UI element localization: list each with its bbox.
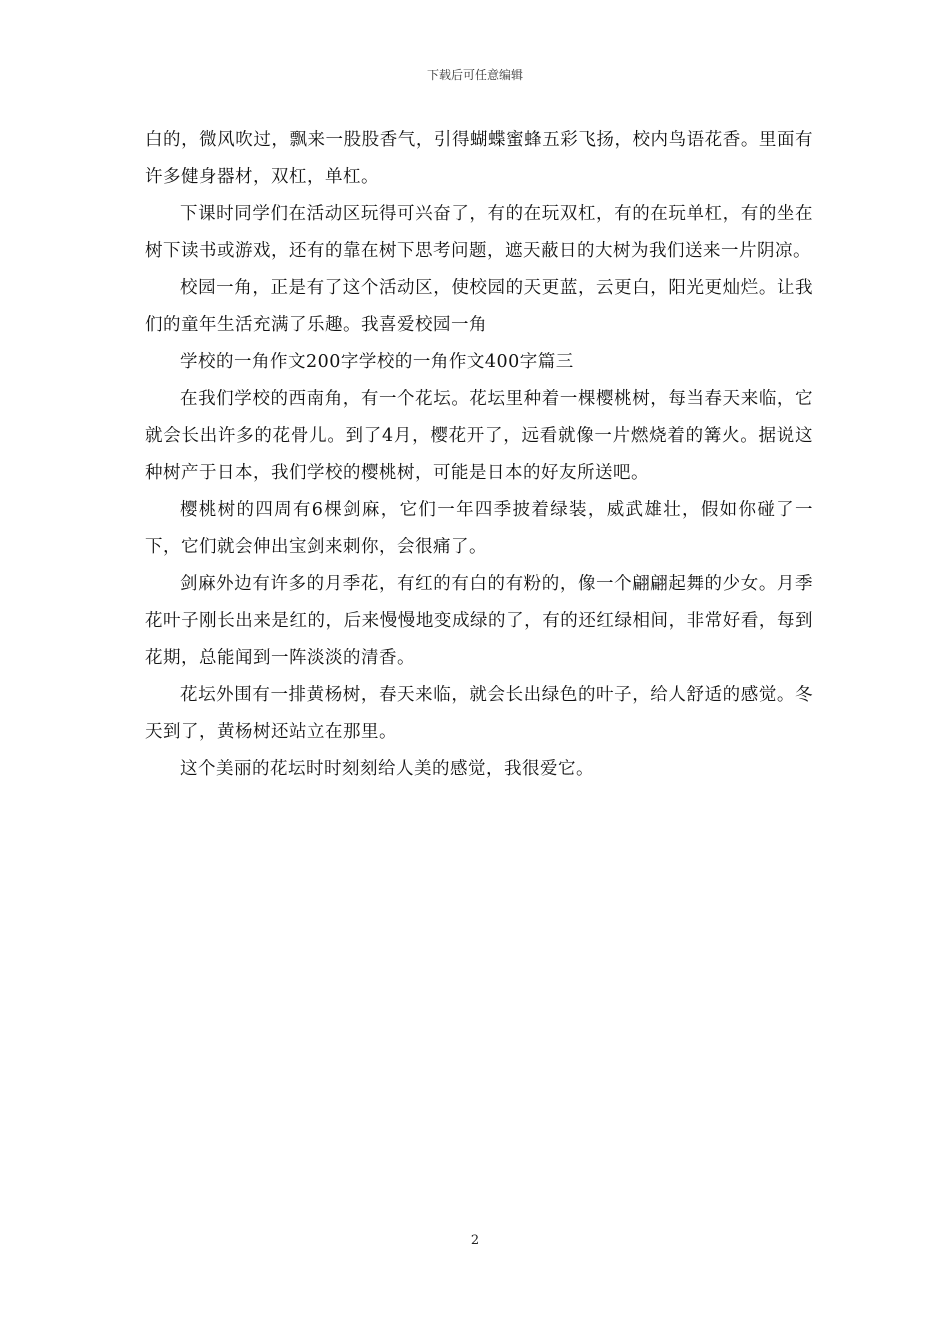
paragraph: 白的，微风吹过，飘来一股股香气，引得蝴蝶蜜蜂五彩飞扬，校内鸟语花香。里面有许多健身器材，双杠，单杠。 <box>145 130 813 187</box>
document-body <box>145 122 813 788</box>
page-header: 下载后可任意编辑 <box>426 68 523 82</box>
paragraph: 这个美丽的花坛时时刻刻给人美的感觉，我很爱它。 <box>180 759 594 779</box>
paragraph: 剑麻外边有许多的月季花，有红的有白的有粉的，像一个翩翩起舞的少女。月季花叶子刚长出来是红的，后来慢慢地变成绿的了，有的还红绿相间，非常好看，每到花期，总能闻到一阵淡淡的清香。 <box>145 574 813 668</box>
paragraph: 樱桃树的四周有6棵剑麻，它们一年四季披着绿装，威武雄壮，假如你碰了一下，它们就会伸出宝剑来刺你，会很痛了。 <box>145 500 813 557</box>
paragraph: 校园一角，正是有了这个活动区，使校园的天更蓝，云更白，阳光更灿烂。让我们的童年生活充满了乐趣。我喜爱校园一角 <box>145 278 813 335</box>
page-number: 2 <box>470 1233 480 1248</box>
paragraph: 在我们学校的西南角，有一个花坛。花坛里种着一棵樱桃树，每当春天来临，它就会长出许多的花骨儿。到了4月，樱花开了，远看就像一片燃烧着的篝火。据说这种树产于日本，我们学校的樱桃树，可能是日本的好友所送吧。 <box>145 389 813 483</box>
paragraph: 下课时同学们在活动区玩得可兴奋了，有的在玩双杠，有的在玩单杠，有的坐在树下读书或游戏，还有的靠在树下思考问题，遮天蔽日的大树为我们送来一片阴凉。 <box>145 204 813 261</box>
section-title: 学校的一角作文200字学校的一角作文400字篇三 <box>180 352 574 372</box>
paragraph: 花坛外围有一排黄杨树，春天来临，就会长出绿色的叶子，给人舒适的感觉。冬天到了，黄杨树还站立在那里。 <box>145 685 813 742</box>
